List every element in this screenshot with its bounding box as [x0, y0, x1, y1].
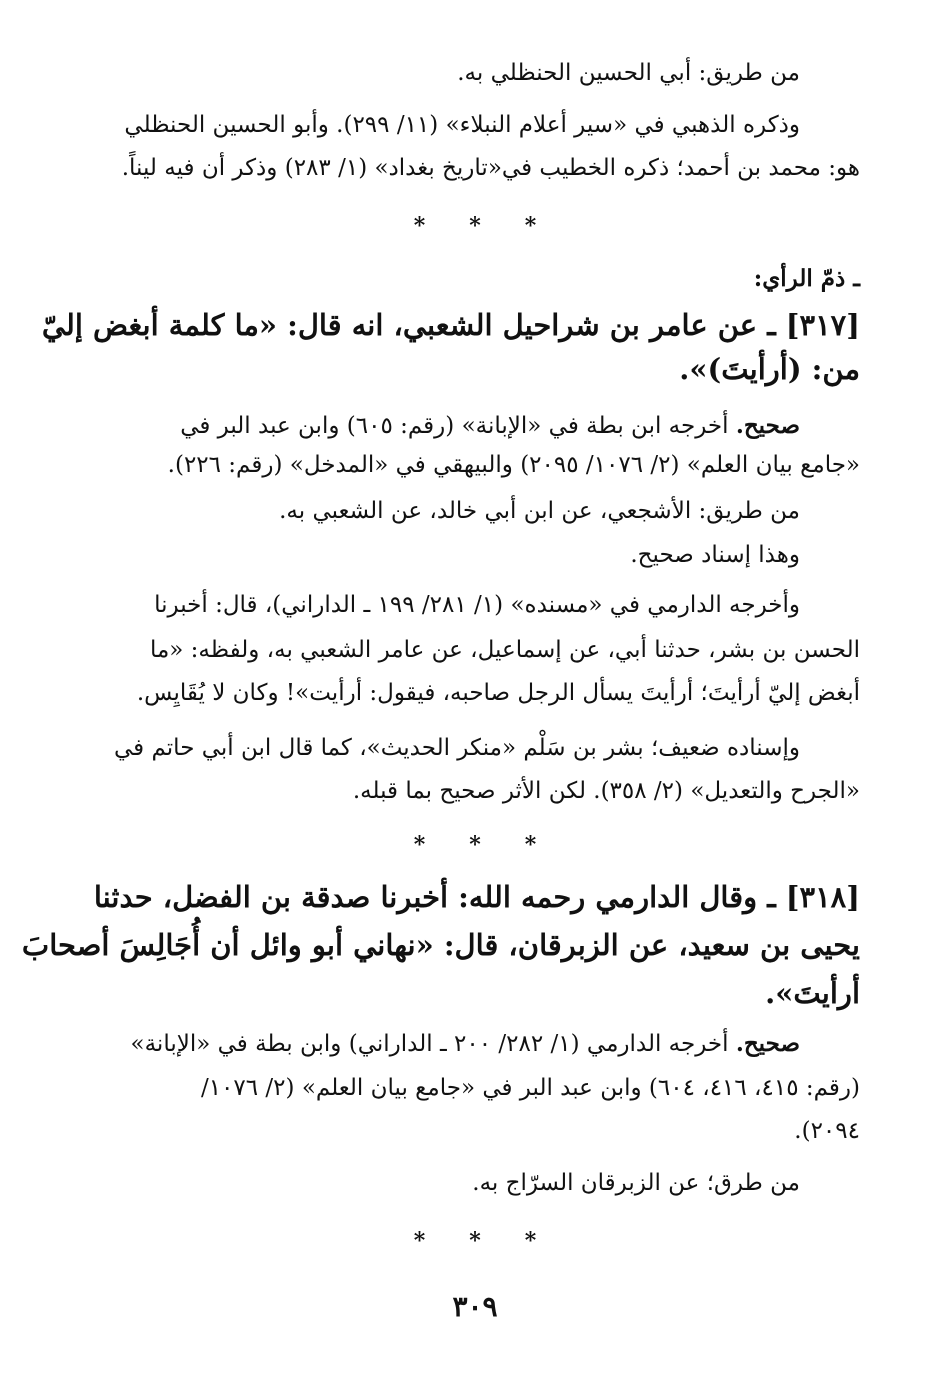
grading-text: أخرجه الدارمي (١/ ٢٨٢/ ٢٠٠ ـ الداراني) وابن بطة في «الإبانة» — [130, 1031, 729, 1057]
grading-label: صحيح. — [735, 1030, 800, 1057]
text-line: هو: محمد بن أحمد؛ ذكره الخطيب في«تاريخ بغداد» (١/ ٢٨٣) وذكر أن فيه ليناً. — [121, 155, 860, 181]
narration-317-line1: [٣١٧] ـ عن عامر بن شراحيل الشعبي، انه قال: «ما كلمة أبغض إليّ — [41, 308, 860, 342]
narration-318-line2: يحيى بن سعيد، عن الزبرقان، قال: «نهاني أبو وائل أن أُجَالِسَ أصحابَ — [21, 928, 860, 962]
section-heading: ـ ذمّ الرأي: — [753, 265, 860, 292]
page-number: ٣٠٩ — [452, 1290, 498, 1323]
grading-line — [90, 412, 800, 441]
section-separator: * * * — [413, 213, 537, 239]
text-line: من طريق: الأشجعي، عن ابن أبي خالد، عن الشعبي به. — [279, 498, 800, 524]
text-line: (رقم: ٤١٥، ٤١٦، ٦٠٤) وابن عبد البر في «جامع بيان العلم» (٢/ ١٠٧٦/ — [200, 1075, 860, 1101]
narration-317-line2: من: (أرأيتَ)». — [679, 352, 860, 386]
text-line: ٢٠٩٤). — [794, 1118, 860, 1144]
section-separator: * * * — [413, 1228, 537, 1254]
text-line: «جامع بيان العلم» (٢/ ١٠٧٦/ ٢٠٩٥) والبيهقي في «المدخل» (رقم: ٢٢٦). — [167, 452, 860, 478]
section-separator: * * * — [413, 832, 537, 858]
text-line: وأخرجه الدارمي في «مسنده» (١/ ٢٨١/ ١٩٩ ـ الداراني)، قال: أخبرنا — [154, 592, 800, 618]
text-line: وهذا إسناد صحيح. — [630, 542, 800, 568]
text-line: وذكره الذهبي في «سير أعلام النبلاء» (١١/ ٢٩٩). وأبو الحسين الحنظلي — [124, 112, 800, 138]
grading-text: أخرجه ابن بطة في «الإبانة» (رقم: ٦٠٥) وابن عبد البر في — [180, 413, 729, 439]
narration-318-line3: أرأيتَ». — [765, 976, 860, 1010]
text-line: من طريق: أبي الحسين الحنظلي به. — [457, 60, 800, 86]
text-line: «الجرح والتعديل» (٢/ ٣٥٨). لكن الأثر صحيح بما قبله. — [352, 778, 860, 804]
grading-label: صحيح. — [735, 412, 800, 439]
text-line: الحسن بن بشر، حدثنا أبي، عن إسماعيل، عن عامر الشعبي به، ولفظه: «ما — [149, 637, 860, 663]
narration-318-line1: [٣١٨] ـ وقال الدارمي رحمه الله: أخبرنا صدقة بن الفضل، حدثنا — [93, 880, 860, 914]
grading-line — [90, 1030, 800, 1059]
text-line: وإسناده ضعيف؛ بشر بن سَلْم «منكر الحديث»، كما قال ابن أبي حاتم في — [114, 735, 800, 761]
text-line: من طرق؛ عن الزبرقان السرّاج به. — [472, 1170, 800, 1196]
text-line: أبغض إليّ أرأيتَ؛ أرأيتَ يسأل الرجل صاحبه، فيقول: أرأيت»! وكان لا يُقَايِس. — [136, 680, 860, 706]
